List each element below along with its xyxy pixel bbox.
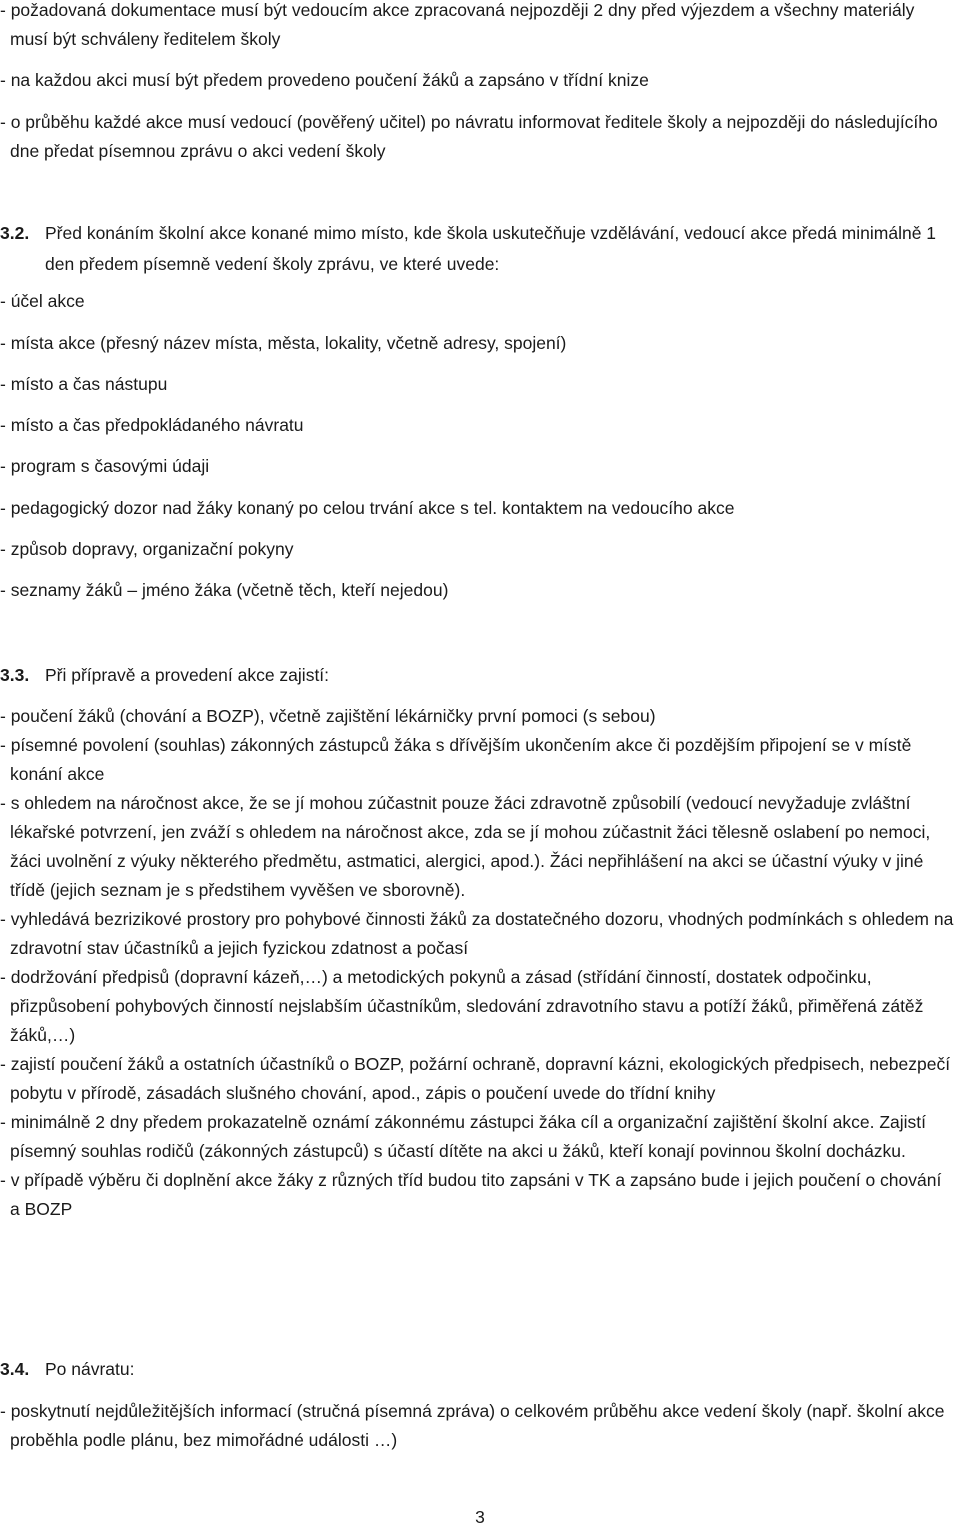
list-item: - seznamy žáků – jméno žáka (včetně těch, kteří nejedou) (0, 580, 449, 600)
list-item: - požadovaná dokumentace musí být vedoucím akce zpracovaná nejpozději 2 dny před výjezdem a všechny materiály musí být schváleny ředitelem školy (0, 0, 915, 49)
section-heading (0, 218, 954, 280)
section-3-2-item (0, 535, 954, 564)
intro-item-wrap (0, 66, 954, 95)
list-item: - místa akce (přesný název místa, města, lokality, včetně adresy, spojení) (0, 333, 567, 353)
section-text: Po návratu: (45, 1359, 135, 1379)
section-3-2-item (0, 287, 954, 316)
list-item: - způsob dopravy, organizační pokyny (0, 539, 294, 559)
section-3-3-heading (0, 660, 954, 691)
section-3-2-item (0, 370, 954, 399)
page-number: 3 (475, 1507, 485, 1527)
list-item: - o průběhu každé akce musí vedoucí (pověřený učitel) po návratu informovat ředitele školy a nejpozději do následujícího dne předat písemnou zprávu o akci vedení školy (0, 112, 938, 161)
list-item: - místo a čas předpokládaného návratu (0, 415, 304, 435)
list-item: - dodržování předpisů (dopravní kázeň,…) a metodických pokynů a zásad (střídání činností, dostatek odpočinku, přizpůsobení pohybových činností nejslabším účastníkům, sledování zdravotního stavu a potíží žáků, přiměřená zátěž žáků,…) (0, 967, 924, 1045)
section-number: 3.2. (0, 223, 30, 243)
section-number: 3.4. (0, 1359, 30, 1379)
list-item: - účel akce (0, 291, 85, 311)
section-3-4-list (0, 1397, 954, 1455)
list-item: - poskytnutí nejdůležitějších informací (stručná písemná zpráva) o celkovém průběhu akce vedení školy (např. školní akce proběhla podle plánu, bez mimořádné události …) (0, 1401, 945, 1450)
section-3-2-item (0, 329, 954, 358)
list-item: - písemné povolení (souhlas) zákonných zástupců žáka s dřívějším ukončením akce či pozdějším připojení se v místě konání akce (0, 735, 912, 784)
section-3-2-item (0, 452, 954, 481)
list-item: - zajistí poučení žáků a ostatních účastníků o BOZP, požární ochraně, dopravní kázni, ekologických předpisech, nebezpečí pobytu v přírodě, zásadách slušného chování, apod., zápis o poučení uvede do třídní knihy (0, 1054, 951, 1103)
list-item: - poučení žáků (chování a BOZP), včetně zajištění lékárničky první pomoci (s sebou) (0, 706, 656, 726)
section-heading (0, 1354, 954, 1385)
section-3-3-list (0, 702, 954, 1224)
section-3-2-item (0, 494, 954, 523)
section-3-2-item (0, 411, 954, 440)
section-text: Před konáním školní akce konané mimo místo, kde škola uskutečňuje vzdělávání, vedoucí akce předá minimálně 1 den předem písemně vedení školy zprávu, ve které uvede: (45, 223, 937, 274)
list-item: - s ohledem na náročnost akce, že se jí mohou zúčastnit pouze žáci zdravotně způsobilí (vedoucí nevyžaduje zvláštní lékařské potvrzení, jen zváží s ohledem na náročnost akce, zda se jí mohou zúčastnit žáci tělesně oslabení po nemoci, žáci uvolnění z výuky některého předmětu, astmatici, alergici, apod.). Žáci nepřihlášení na akci se účastní výuky v jiné třídě (jejich seznam je s předstihem vyvěšen ve sborovně). (0, 793, 931, 900)
section-number: 3.3. (0, 665, 30, 685)
list-item: - na každou akci musí být předem provedeno poučení žáků a zapsáno v třídní knize (0, 70, 649, 90)
list-item: - program s časovými údaji (0, 456, 210, 476)
intro-list (0, 0, 954, 54)
list-item: - pedagogický dozor nad žáky konaný po celou trvání akce s tel. kontaktem na vedoucího akce (0, 498, 735, 518)
section-3-2-item (0, 576, 954, 605)
list-item: - místo a čas nástupu (0, 374, 168, 394)
list-item: - minimálně 2 dny předem prokazatelně oznámí zákonnému zástupci žáka cíl a organizační zajištění školní akce. Zajistí písemný souhlas rodičů (zákonných zástupců) s účastí dítěte na akci u žáků, kteří konají povinnou školní docházku. (0, 1112, 927, 1161)
section-heading (0, 660, 954, 691)
section-3-2-heading (0, 218, 954, 280)
section-3-4-heading (0, 1354, 954, 1385)
intro-item-wrap (0, 108, 954, 166)
list-item: - vyhledává bezrizikové prostory pro pohybové činnosti žáků za dostatečného dozoru, vhodných podmínkách s ohledem na zdravotní stav účastníků a jejich fyzickou zdatnost a počasí (0, 909, 954, 958)
section-text: Při přípravě a provedení akce zajistí: (45, 665, 330, 685)
list-item: - v případě výběru či doplnění akce žáky z různých tříd budou tito zapsáni v TK a zapsáno bude i jejich poučení o chování a BOZP (0, 1170, 942, 1219)
